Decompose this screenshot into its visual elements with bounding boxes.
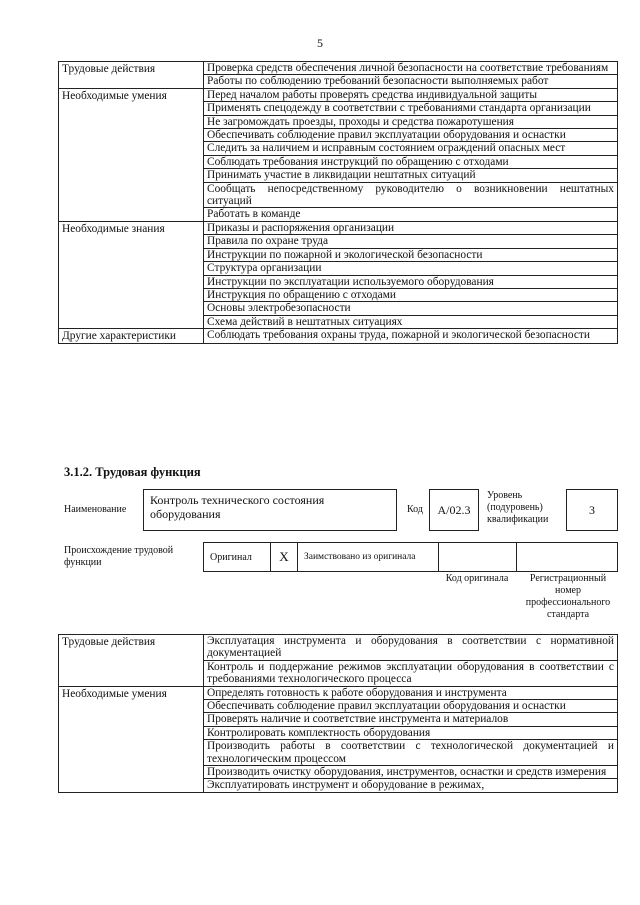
row-group-label: Трудовые действия xyxy=(59,635,204,687)
row-item: Правила по охране труда xyxy=(204,235,618,248)
row-item: Не загромождать проезды, проходы и средства пожаротушения xyxy=(204,115,618,128)
orig-code-cell xyxy=(438,542,517,572)
row-item: Инструкция по обращению с отходами xyxy=(204,288,618,301)
table-row xyxy=(59,62,618,75)
labor-function-table-1 xyxy=(58,61,618,344)
table-row xyxy=(59,221,618,234)
orig-code-caption: Код оригинала xyxy=(445,573,509,584)
row-item: Обеспечивать соблюдение правил эксплуатации оборудования и оснастки xyxy=(204,129,618,142)
borrowed-label: Заимствовано из оригинала xyxy=(304,552,416,562)
labor-function-table-2 xyxy=(58,634,618,793)
row-item: Производить очистку оборудования, инструментов, оснастки и средств измерения xyxy=(204,766,618,779)
row-item: Обеспечивать соблюдение правил эксплуатации оборудования и оснастки xyxy=(204,700,618,713)
code-value: А/02.3 xyxy=(437,502,471,517)
function-name-value: Контроль технического состояния оборудования xyxy=(150,493,325,521)
row-item: Проверка средств обеспечения личной безопасности на соответствие требованиям xyxy=(204,62,618,75)
row-item: Работать в команде xyxy=(204,208,618,221)
borrowed-cell xyxy=(297,542,439,572)
row-item: Основы электробезопасности xyxy=(204,302,618,315)
page-number: 5 xyxy=(317,36,323,50)
row-group-label: Другие характеристики xyxy=(59,329,204,343)
level-label: Уровень (подуровень) квалификации xyxy=(487,490,549,525)
code-label: Код xyxy=(407,504,423,515)
original-cell xyxy=(203,542,271,572)
row-item: Схема действий в нештатных ситуациях xyxy=(204,315,618,328)
table-row xyxy=(59,686,618,699)
table-row xyxy=(59,329,618,343)
section-title: 3.1.2. Трудовая функция xyxy=(64,465,201,479)
row-item: Соблюдать требования охраны труда, пожарной и экологической безопасности xyxy=(204,329,618,343)
row-item: Инструкции по эксплуатации используемого оборудования xyxy=(204,275,618,288)
row-item: Сообщать непосредственному руководителю о возникновении нештатных ситуаций xyxy=(204,182,618,208)
code-box xyxy=(429,489,479,531)
row-group-label: Трудовые действия xyxy=(59,62,204,89)
row-item: Проверять наличие и соответствие инструмента и материалов xyxy=(204,713,618,726)
row-group-label: Необходимые знания xyxy=(59,221,204,328)
row-item: Определять готовность к работе оборудования и инструмента xyxy=(204,686,618,699)
level-box xyxy=(566,489,618,531)
row-item: Эксплуатировать инструмент и оборудование в режимах, xyxy=(204,779,618,792)
table-row xyxy=(59,88,618,101)
row-item: Следить за наличием и исправным состоянием ограждений опасных мест xyxy=(204,142,618,155)
row-item: Контроль и поддержание режимов эксплуатации оборудования в соответствии с требованиями технологического процесса xyxy=(204,660,618,686)
row-group-label: Необходимые умения xyxy=(59,686,204,792)
row-group-label: Необходимые умения xyxy=(59,88,204,221)
row-item: Применять спецодежду в соответствии с требованиями стандарта организации xyxy=(204,102,618,115)
row-item: Контролировать комплектность оборудования xyxy=(204,726,618,739)
reg-num-cell xyxy=(516,542,618,572)
row-item: Инструкции по пожарной и экологической безопасности xyxy=(204,248,618,261)
row-item: Приказы и распоряжения организации xyxy=(204,221,618,234)
row-item: Принимать участие в ликвидации нештатных ситуаций xyxy=(204,169,618,182)
row-item: Эксплуатация инструмента и оборудования в соответствии с нормативной документацией xyxy=(204,635,618,661)
name-label: Наименование xyxy=(64,504,127,515)
row-item: Работы по соблюдению требований безопасности выполняемых работ xyxy=(204,75,618,88)
row-item: Производить работы в соответствии с технологической документацией и технологическим процессом xyxy=(204,740,618,766)
row-item: Структура организации xyxy=(204,262,618,275)
level-value: 3 xyxy=(589,502,595,517)
row-item: Перед началом работы проверять средства индивидуальной защиты xyxy=(204,88,618,101)
original-mark: X xyxy=(279,549,289,564)
function-name-box xyxy=(143,489,397,531)
reg-num-caption: Регистрационный номер профессионального стандарта xyxy=(525,573,611,620)
original-label: Оригинал xyxy=(210,551,252,563)
table-row xyxy=(59,635,618,661)
row-item: Соблюдать требования инструкций по обращению с отходами xyxy=(204,155,618,168)
origin-label: Происхождение трудовой функции xyxy=(64,545,174,568)
original-mark-cell xyxy=(270,542,298,572)
